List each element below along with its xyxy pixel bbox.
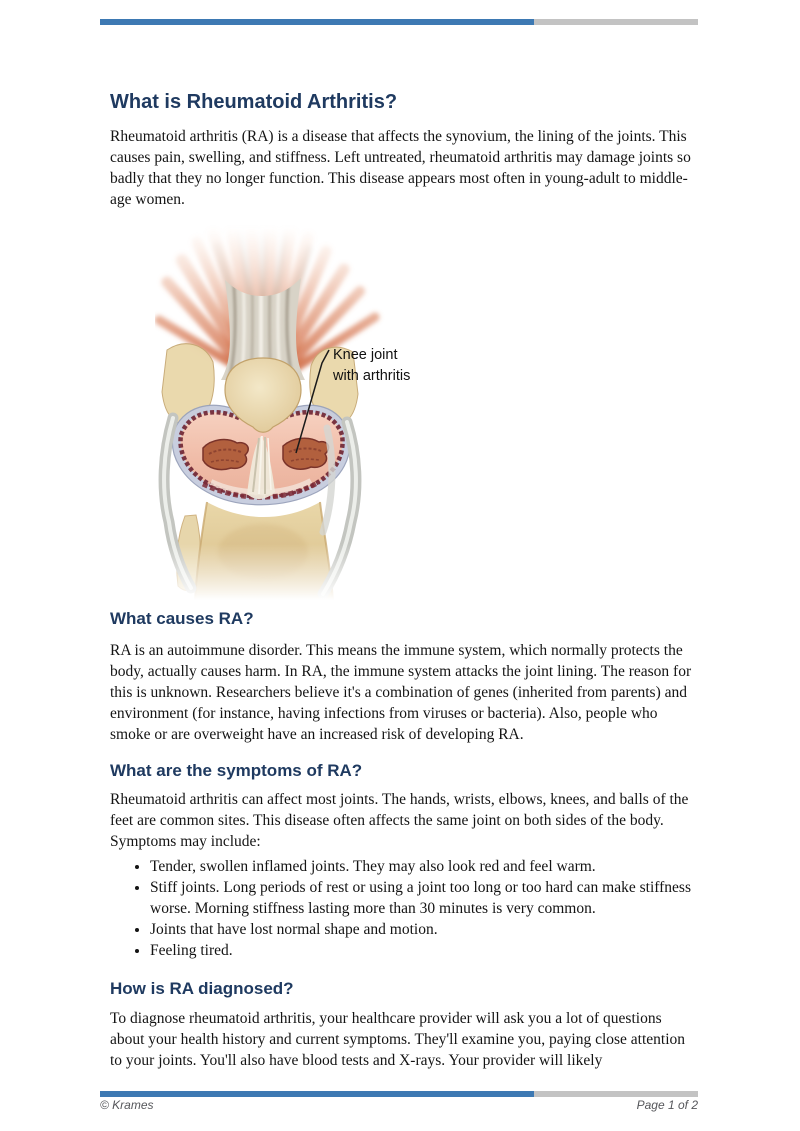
callout-label-line2: with arthritis [333,368,411,384]
top-divider-bar [100,19,698,25]
footer-divider-bar [100,1091,698,1097]
symptoms-paragraph: Rheumatoid arthritis can affect most joints. The hands, wrists, elbows, knees, and balls of the feet are common sites. This disease often affects the same joint on both sides of the body. Symptoms may include: [110,791,689,850]
bottom-fade [165,544,435,602]
page-title: What is Rheumatoid Arthritis? [110,91,398,113]
callout-label-line1: Knee joint [333,347,398,363]
symptoms-bullet-list [110,856,695,961]
section-heading-symptoms: What are the symptoms of RA? [110,761,363,780]
section-heading-causes: What causes RA? [110,609,254,628]
footer-divider-gray-segment [534,1091,698,1097]
knee-illustration [155,222,445,602]
top-divider-blue-segment [100,19,534,25]
causes-paragraph: RA is an autoimmune disorder. This means the immune system, which normally protects the body, actually causes harm. In RA, the immune system attacks the joint lining. The reason for this is unknown. Researchers believe it's a combination of genes (inherited from parents) and environment (for instance, having infections from viruses or bacteria). Also, people who smoke or are overweight have an increased risk of developing RA. [110,642,692,743]
footer-page-number: Page 1 of 2 [636,1098,698,1112]
intro-paragraph: Rheumatoid arthritis (RA) is a disease that affects the synovium, the lining of the joints. This causes pain, swelling, and stiffness. Left untreated, rheumatoid arthritis may damage joints so badly that they no longer function. This disease appears most often in young-adult to middle-age women. [110,128,691,208]
right-erosion [283,438,329,469]
symptom-item: • Stiff joints. Long periods of rest or using a joint too long or too hard can make stiffness worse. Morning stiffness lasting more than 30 minutes is very common. [150,877,695,919]
knee-illustration-svg [155,222,445,602]
footer [100,1098,698,1112]
symptom-item: • Tender, swollen inflamed joints. They may also look red and feel warm. [150,856,695,877]
footer-divider-blue-segment [100,1091,534,1097]
symptom-item: • Joints that have lost normal shape and motion. [150,919,695,940]
diagnosed-paragraph: To diagnose rheumatoid arthritis, your healthcare provider will ask you a lot of questions about your health history and current symptoms. They'll examine you, paying close attention to your joints. You'll also have blood tests and X-rays. Your provider will likely [110,1010,686,1069]
section-heading-diagnosed: How is RA diagnosed? [110,979,294,998]
top-divider-gray-segment [534,19,698,25]
footer-copyright: © Krames [100,1098,154,1112]
symptom-item: • Feeling tired. [150,940,695,961]
